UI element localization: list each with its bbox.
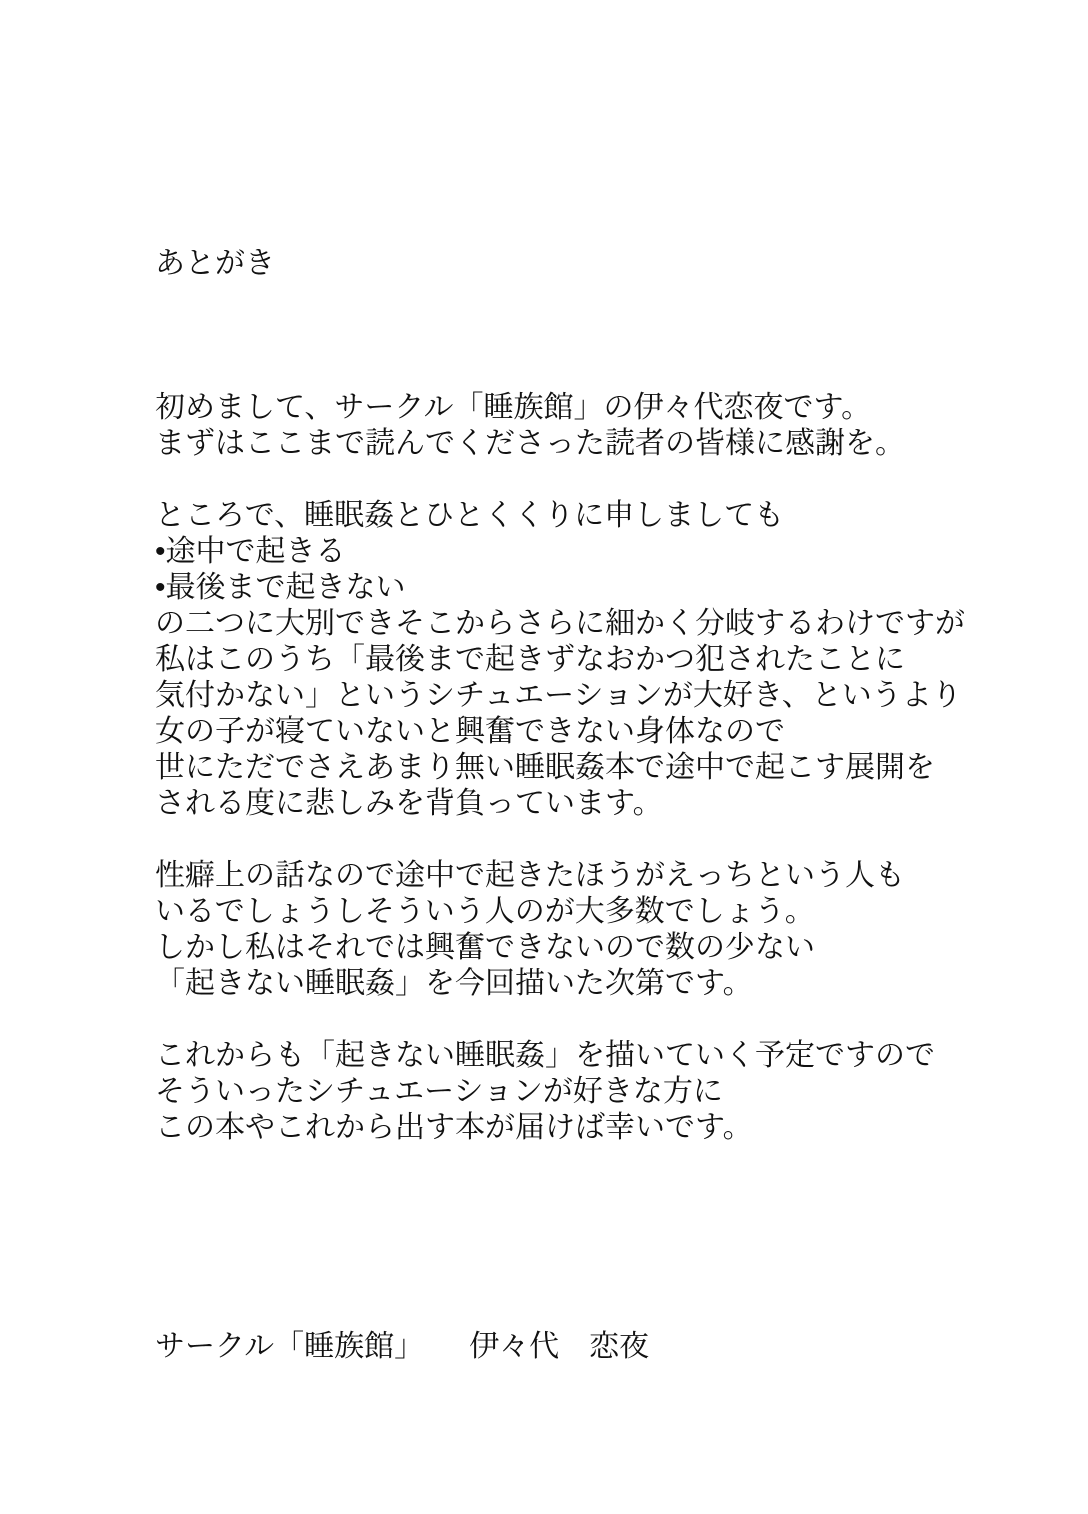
afterword-line: •最後まで起きない [155, 571, 406, 604]
afterword-lines [155, 354, 1035, 1146]
afterword-line [155, 354, 1035, 390]
afterword-line: ところで、睡眠姦とひとくくりに申しましても [155, 499, 785, 532]
afterword-line: この本やこれから出す本が届けば幸いです。 [155, 1111, 753, 1144]
signature-line: サークル「睡族館」 伊々代 恋夜 [155, 1330, 650, 1363]
afterword-line [155, 462, 1035, 498]
afterword-line: 初めまして、サークル「睡族館」の伊々代恋夜です。 [155, 391, 872, 424]
afterword-line: そういったシチュエーションが好きな方に [155, 1075, 723, 1108]
afterword-line: まずはここまで読んでくださった読者の皆様に感謝を。 [155, 427, 905, 460]
afterword-line: 世にただでさえあまり無い睡眠姦本で途中で起こす展開を [155, 751, 935, 784]
page-title: あとがき [155, 247, 275, 280]
afterword-line [155, 822, 1035, 858]
afterword-line: 女の子が寝ていないと興奮できない身体なので [155, 715, 785, 748]
afterword-text-block [155, 174, 1035, 1437]
afterword-line: これからも「起きない睡眠姦」を描いていく予定ですので [155, 1039, 935, 1072]
afterword-line: される度に悲しみを背負っています。 [155, 787, 663, 820]
afterword-line: の二つに大別できそこからさらに細かく分岐するわけですが [155, 607, 965, 640]
afterword-line: しかし私はそれでは興奮できないので数の少ない [155, 931, 815, 964]
afterword-line: 性癖上の話なので途中で起きたほうがえっちという人も [155, 859, 905, 892]
afterword-line: •途中で起きる [155, 535, 346, 568]
afterword-line: 私はこのうち「最後まで起きずなおかつ犯されたことに [155, 643, 905, 676]
afterword-line: いるでしょうしそういう人のが大多数でしょう。 [155, 895, 815, 928]
afterword-line [155, 1002, 1035, 1038]
afterword-line: 「起きない睡眠姦」を今回描いた次第です。 [155, 967, 753, 1000]
afterword-line: 気付かない」というシチュエーションが大好き、というより [155, 679, 962, 712]
